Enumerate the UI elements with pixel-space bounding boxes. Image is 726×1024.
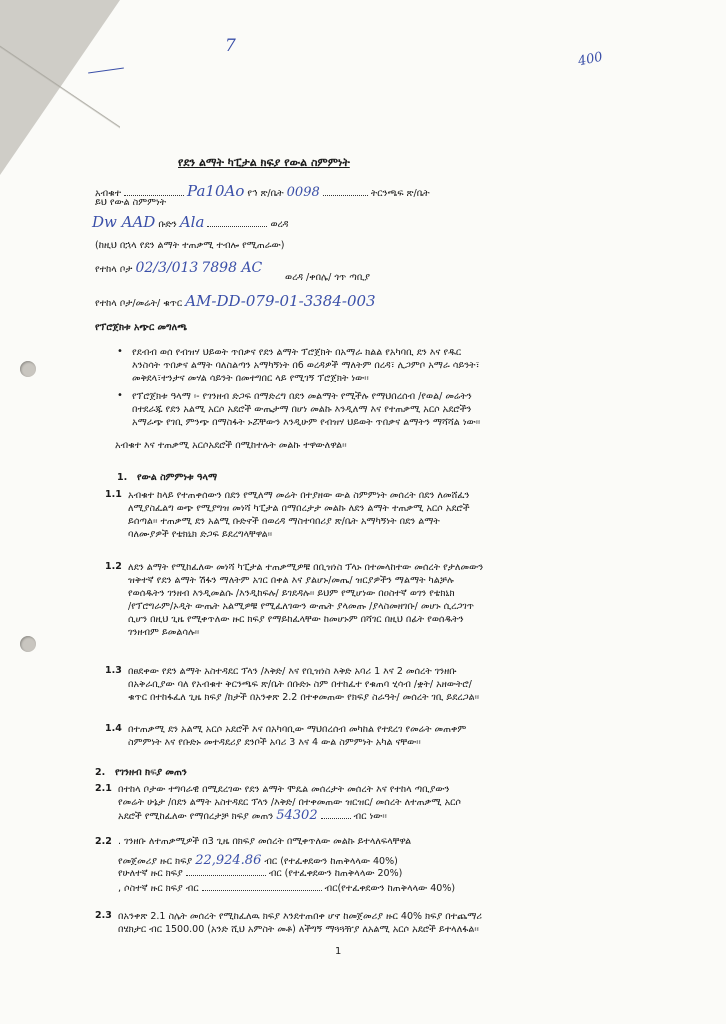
clause-2-1-number: 2.1: [95, 783, 112, 794]
document-title: የደን ልማት ካፒታል ክፍያ የውል ስምምነት: [178, 156, 350, 169]
payment-row-2: የሁለተኛ ዙር ክፍያ ብር (የተፈቀደውን ከጠቅላላው 20%): [118, 868, 403, 879]
handwritten-mark: 7: [225, 36, 236, 56]
tech-label: ትርንጫፍ ጽ/ቤት: [370, 188, 430, 199]
project-bullet-1: የደብብ ወሰ የብዝሃ ህይወት ጥበቃና የደን ልማት ፕሮጀክት በአማራ ክልል የአካባቢ ደን እና የዱር እንስሳት ጥበቃና ልማት ባለስልጣን አማካኝነት በ6 ወረዳዎች ማለትም በረዳ፣ ሊጋምቦ አማራ ሳይንት፣ መቅደላ፣ተንታና መሃል ሳይንት በመተግበር ላይ የሚገኝ ፕሮጀክት ነው፡፡: [132, 347, 480, 384]
account-no: AM-DD-079-01-3384-003: [185, 292, 376, 310]
account-row: [95, 292, 376, 310]
org-label: የኅ ጽ/ቤት: [247, 188, 284, 199]
clause-2-3: በአንቀጽ 2.1 ስሌት መሰረት የሚከፈለዉ ክፍያ እንደተጠበቀ ሆኖ ከመጀመሪያ ዙር 40% ክፍያ በተጨማሪ በሄክታር ብር 1500.00 (አንድ ሺህ አምስት መቶ) ለችግኝ ማጓጓዥያ ለአልሚ አርሶ አደሮች ይተላለፋል፡፡: [118, 911, 482, 935]
clause-2-2-intro: . ገንዘቡ ለተጠቃሚዎች በ3 ጊዜ በክፍያ መሰረት በሚቀጥለው መልኩ ይተላለፍላቸዋል: [118, 836, 412, 847]
account-label: የተከላ ቦታ/መሬት/ ቁጥር: [95, 298, 183, 309]
clause-1-3: በፀደቀው የደን ልማት አስተዳደር ፕላን /እቅድ/ እና የቢዝነስ እቅድ አባሪ 1 እና 2 መሰረት ገንዘቡ በአቅራቢያው ባለ የአብቁተ ቅርንጫፍ ጽ/ቤት በቡድኑ ስም በተከፈተ የቁጠባ ሂሳብ /ቋት/ አዘውትሮ/ ቁጥር በተከፋፈለ ጊዜ ክፍያ /ከታች በአንቀጽ 2.2 በተቀመጠው የክፍያ ስራዓት/ መሰረት ገቢ ይደረጋል፡፡: [128, 666, 480, 703]
kebele-value: 02/3/013: [135, 260, 199, 276]
section-2-title: የገንዘብ ክፍያ መጠን: [115, 767, 187, 778]
folded-corner-edge: [0, 0, 120, 175]
handwritten-page-no: 400: [576, 49, 605, 70]
section-1-number: 1.: [117, 472, 128, 483]
punch-hole-bottom: [20, 636, 36, 652]
clause-1-2-number: 1.2: [105, 561, 122, 572]
parenthetical-note: (ከዚህ በኋላ የደን ልማት ተጠቃሚ ተብሎ የሚጠራው): [95, 240, 285, 251]
payment-row-1: የመጀመሪያ ዙር ክፍያ 22,924.86 ብር (የተፈቀደውን ከጠቅላላው 40%): [118, 853, 398, 868]
clause-1-4-number: 1.4: [105, 723, 122, 734]
address-label: የተከላ ቦታ: [95, 264, 133, 275]
project-bullet-2: የፕሮጀክቱ ዓላማ ፡- የገንዘብ ድጋፍ በማድረግ በደን መልማት የሚችሉ የማህበረሰብ /የወል/ መሬትን በተደራጁ የደን አልሚ አርሶ አደሮች ውጤታማ በሆነ መልኩ እንዲለማ እና የተጠቃሚ አርሶ አደሮችን አማራጭ የገቢ ምንጭ በማስፋት ኑሯቸውን እንዲሁም የብዝሃ ህይወት ጥበቃና ልማትን ማሻሻል ነው፡፡: [132, 391, 481, 428]
section-2-number: 2.: [95, 767, 106, 778]
clause-1-3-number: 1.3: [105, 665, 122, 676]
clause-1-1: አብቁተ ከላይ የተጠቀሰውን በደን የሚለማ መሬት በተያዘው ውል ስምምነት መሰረት በደን ለመሸፈን ለሚያስፈልግ ወጭ የሚያግዝ መነሻ ካፒታል በማበረታታ መልኩ ለደን ልማት ተጠቃሚ አርሶ አደሮች ይሰጣል፡፡ ተጠቃሚ ደን አልሚ ቡድኖች በወረዳ ማስተባበሪያ ጽ/ቤት አማካኝነት በደን ልማት ባለሙያዎች የቴክኒክ ድጋፍ ይደረግላቸዋል፡፡: [128, 490, 470, 540]
payment-row-3: , ሶስተኛ ዙር ክፍያ ብር ብር(የተፈቀደውን ከጠቅላላው 40%): [118, 883, 456, 894]
woreda-label: ወረዳ: [270, 219, 289, 230]
bullet-dot: •: [117, 390, 123, 401]
first-payment-amount: 22,924.86: [195, 853, 262, 868]
address-row: [95, 260, 262, 276]
committee-row: [92, 213, 288, 231]
punch-hole-top: [20, 361, 36, 377]
clause-1-1-number: 1.1: [105, 489, 122, 500]
page-number: 1: [335, 946, 342, 957]
house-no-value: 7898 AC: [201, 260, 263, 276]
committee-label: ቡድን: [158, 219, 177, 230]
org-no: 0098: [286, 185, 320, 200]
clause-1-2: ለደን ልማት የሚከፈለው መነሻ ካፒታል ተጠቃሚዎቹ በቢዝነስ ፕላኑ በተመላከተው መሰረት የታለመውን ዝቅተኛ የደን ልማት ሽፋን ማለትም አገር በቀል እና ያልሆኑ/መጤ/ ዝርያዎችን ማልማት ካልቻሉ የወሰዱትን ገንዘብ እንዲመልሱ /እንዲከፍሉ/ ይገደዳሉ፡፡ ይህም የሚሆነው በዐስተኛ ወገን የቴክኒክ /የፕሮግራም/ኦዲት ውጤት አልሚዎቹ የሚፈለገውን ውጤት ያላመጡ /ያላስመዘገቡ/ መሆኑ ሲረጋገጥ ሲሆን በዚህ ጊዜ የሚቀጥለው ዙር ክፍያ የማይከፈላቸው ከመሆኑም በሻገር በዚህ በፊት የወሰዱትን ገንዘብም ይመልሳሉ፡፡: [128, 562, 484, 638]
address-suffix: ወረዳ /ቀበሌ/ ጎጥ ጣቢያ: [285, 272, 371, 283]
section-1-title: የውል ስምምነቱ ዓላማ: [137, 472, 218, 483]
clause-2-2-number: 2.2: [95, 836, 112, 847]
payment-amount: 54302: [276, 808, 318, 823]
intro-sentence: አብቁተ እና ተጠቃሚ አርሶአደሮች በሚከተሉት መልኩ ተዋውለዋል፡፡: [115, 440, 347, 451]
clause-2-3-number: 2.3: [95, 910, 112, 921]
project-header: የፕሮጀክቱ አጭር መግለጫ: [95, 322, 188, 333]
bullet-dot: •: [117, 346, 123, 357]
clause-1-4: በተጠቃሚ ደን አልሚ አርሶ አደሮች እና በአካባቢው ማህበረሰብ መካከል የተደረገ የመሬት መጠቀም ስምምነት እና የቡድኑ መተዳደሪያ ደንቦች አባሪ 3 እና 4 ውል ስምምነት አካል ናቸው፡፡: [128, 724, 467, 748]
applicant-label: አብቁተ: [95, 188, 121, 199]
contract-label: ይህ የውል ስምምነት: [95, 197, 167, 208]
woreda-name: Ala: [179, 213, 205, 231]
committee-name: Dw AAD: [92, 213, 156, 231]
clause-2-1: በተከላ ቦታው ተግባራዊ በሚደረገው የደን ልማት ሞዴል መሰረታት መሰረት እና የተከላ ጣቢያውን የመሬት ሁኔታ /በደን ልማት አስተዳደር ፕላን /እቅድ/ በተቀመጠው ዝርዝር/ መሰረት ለተጠቃሚ አርሶ አደሮች የሚከፈለው የማበረታቻ ክፍያ መጠን 54302 ብር ነው፡፡: [118, 784, 461, 823]
applicant-name: Pa10Ao: [187, 182, 245, 200]
